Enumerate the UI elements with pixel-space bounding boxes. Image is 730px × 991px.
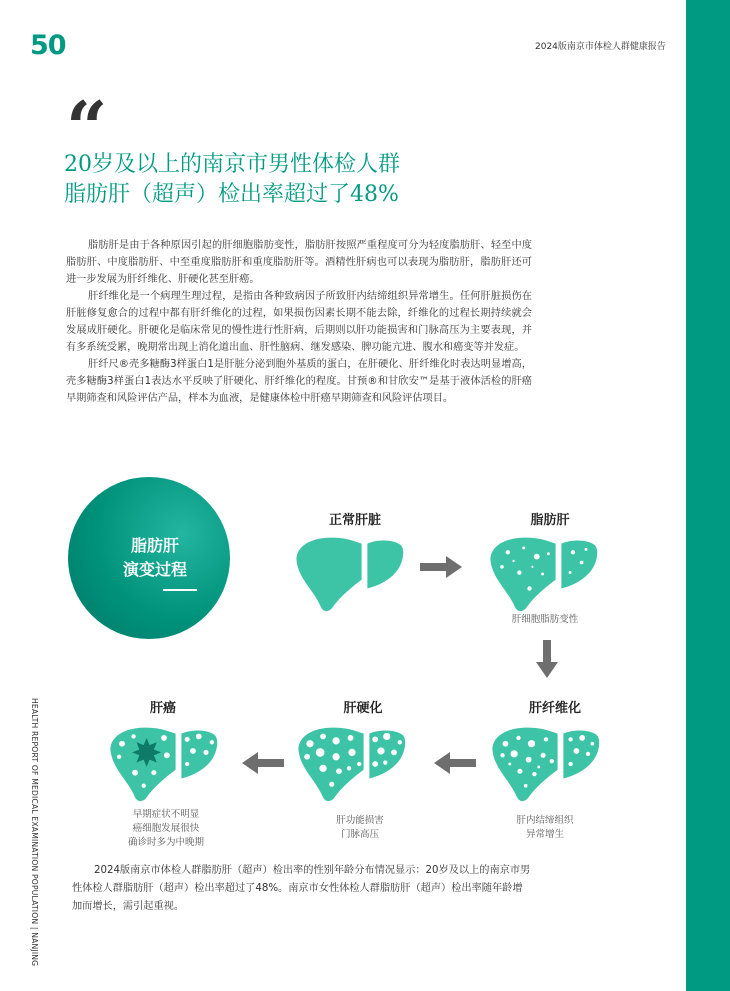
arrow-right-icon [420, 556, 462, 578]
footer-paragraph: 2024版南京市体检人群脂肪肝（超声）检出率的性别年龄分布情况显示：20岁及以上的南京市男性体检人群脂肪肝（超声）检出率超过了48%。南京市女性体检人群脂肪肝（超声）检出率随年龄增加而增长，需引起重视。 [72, 865, 531, 912]
caption-cirrhosis-line-2: 门脉高压 [340, 829, 379, 840]
fatty-liver-image [482, 532, 606, 620]
page-title [64, 150, 400, 210]
stage-label-cirrhosis: 肝硬化 [343, 701, 383, 716]
side-color-bar [686, 0, 730, 991]
footer-text [72, 862, 532, 916]
caption-cancer [106, 808, 226, 850]
vertical-report-text: HEALTH REPORT OF MEDICAL EXAMINATION POPULATION | NANJING [30, 698, 39, 967]
caption-cirrhosis-line-1: 肝功能损害 [336, 815, 384, 826]
stage-label-normal: 正常肝脏 [328, 513, 381, 528]
caption-fibrosis [500, 814, 590, 842]
title-line-1: 20岁及以上的南京市男性体检人群 [64, 152, 400, 177]
stage-label-cancer: 肝癌 [149, 701, 176, 716]
caption-cirrhosis [310, 814, 410, 842]
diagram-title-line-2: 演变过程 [122, 560, 187, 579]
diagram-title [100, 534, 210, 582]
paragraph-3: 肝纤尺®壳多糖酶3样蛋白1是肝脏分泌到胞外基质的蛋白，在肝硬化、肝纤维化时表达明显增高，壳多糖酶3样蛋白1表达水平反映了肝硬化、肝纤维化的程度。甘预®和甘欣安™是基于液体活检的肝癌早期筛查和风险评估产品，样本为血液，是健康体检中肝癌早期筛查和风险评估项目。 [66, 359, 532, 404]
cancer-liver-image [102, 722, 226, 810]
diagram-title-underline [163, 589, 197, 591]
caption-cancer-line-1: 早期症状不明显 [132, 809, 200, 820]
paragraph-2: 肝纤维化是一个病理生理过程，是指由各种致病因子所致肝内结缔组织异常增生。任何肝脏损伤在肝脏修复愈合的过程中都有肝纤维化的过程，如果损伤因素长期不能去除，纤维化的过程长期持续就会发展成肝硬化。肝硬化是临床常见的慢性进行性肝病，后期则以肝功能损害和门脉高压为主要表现，并有多系统受累，晚期常出现上消化道出血、肝性脑病、继发感染、脾功能亢进、腹水和癌变等并发症。 [66, 291, 532, 353]
stage-label-fatty: 脂肪肝 [530, 513, 570, 528]
stage-label-fibrosis: 肝纤维化 [528, 701, 581, 716]
caption-cancer-line-3: 确诊时多为中晚期 [127, 837, 204, 848]
diagram-title-line-1: 脂肪肝 [130, 536, 179, 555]
arrow-left-icon [434, 752, 476, 774]
fibrosis-liver-image [484, 722, 608, 810]
paragraph-1: 脂肪肝是由于各种原因引起的肝细胞脂肪变性，脂肪肝按照严重程度可分为轻度脂肪肝、轻至中度脂肪肝、中度脂肪肝、中至重度脂肪肝和重度脂肪肝等。酒精性肝病也可以表现为脂肪肝，脂肪肝还可进一步发展为肝纤维化、肝硬化甚至肝癌。 [66, 240, 532, 285]
caption-fatty: 肝细胞脂肪变性 [511, 614, 579, 625]
arrow-down-icon [536, 640, 558, 678]
quote-icon: “ [66, 85, 108, 170]
caption-cancer-line-2: 癌细胞发展很快 [132, 823, 200, 834]
title-line-2: 脂肪肝（超声）检出率超过了48% [64, 182, 399, 207]
arrow-left-icon [242, 752, 284, 774]
page-number: 50 [30, 30, 66, 61]
running-head: 2024版南京市体检人群健康报告 [535, 42, 666, 52]
caption-fibrosis-line-2: 异常增生 [525, 829, 564, 840]
normal-liver-image [288, 532, 412, 620]
vertical-report-label [30, 698, 42, 967]
cirrhosis-liver-image [290, 722, 414, 810]
caption-fibrosis-line-1: 肝内结缔组织 [516, 815, 574, 826]
body-text [66, 237, 532, 407]
